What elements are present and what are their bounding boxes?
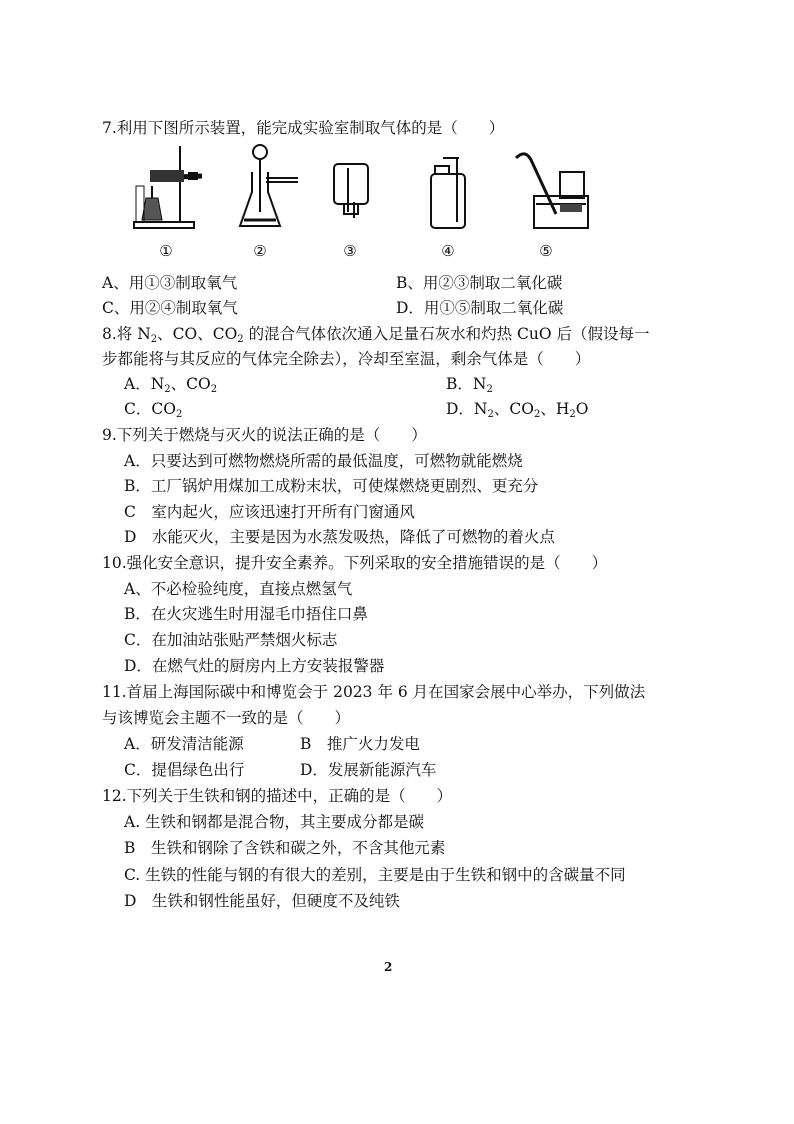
apparatus-2-flask-icon: [238, 142, 310, 237]
q12-option-b: B 生铁和钢除了含铁和碳之外，不含其他元素: [124, 839, 446, 857]
apparatus-label-2: ②: [253, 242, 267, 260]
q11-stem-continued: 与该博览会主题不一致的是（ ）: [102, 709, 351, 727]
q10-stem: 10.强化安全意识，提升安全素养。下列采取的安全措施错误的是（ ）: [102, 554, 608, 572]
apparatus-3-bottle-icon: [328, 142, 378, 237]
q10-option-b: B．在火灾逃生时用湿毛巾捂住口鼻: [124, 605, 368, 623]
q7-option-a: A、用①③制取氧气: [102, 274, 238, 292]
apparatus-label-3: ③: [343, 242, 357, 260]
apparatus-label-1: ①: [159, 242, 173, 260]
q7-option-d: D．用①⑤制取二氧化碳: [396, 299, 564, 317]
q9-option-b: B．工厂锅炉用煤加工成粉末状，可使煤燃烧更剧烈、更充分: [124, 477, 539, 495]
q8-option-c: C．$CO_2$: [124, 400, 183, 420]
q8-stem-continued: 步都能将与其反应的气体完全除去），冷却至室温，剩余气体是（ ）: [102, 350, 591, 368]
q8-option-d: D．$N_2$、$CO_2$、$H_2O$: [446, 400, 589, 420]
q11-stem: 11.首届上海国际碳中和博览会于 2023 年 6 月在国家会展中心举办，下列做法: [102, 683, 646, 701]
page-number: 2: [384, 960, 393, 974]
apparatus-1-heating-icon: [132, 142, 212, 232]
q11-option-c: C．提倡绿色出行: [124, 761, 245, 779]
q12-stem: 12.下列关于生铁和钢的描述中，正确的是（ ）: [102, 787, 453, 805]
q9-option-a: A．只要达到可燃物燃烧所需的最低温度，可燃物就能燃烧: [124, 452, 523, 470]
q8-option-b: B．$N_2$: [446, 375, 493, 395]
q7-option-c: C、用②④制取氧气: [102, 299, 238, 317]
q11-option-d: D．发展新能源汽车: [300, 761, 437, 779]
q8-stem: 8.将 $N_2$、CO、$CO_2$ 的混合气体依次通入足量石灰水和灼热 CuO 后（假设每一: [102, 325, 650, 345]
q12-option-a: A. 生铁和钢都是混合物，其主要成分都是碳: [124, 813, 425, 831]
q7-option-b: B、用②③制取二氧化碳: [396, 274, 563, 292]
q10-option-d: D．在燃气灶的厨房内上方安装报警器: [124, 657, 385, 675]
apparatus-label-5: ⑤: [539, 242, 553, 260]
q9-stem: 9.下列关于燃烧与灭火的说法正确的是（ ）: [102, 426, 427, 444]
q11-option-b: B 推广火力发电: [300, 735, 420, 753]
q7-stem: 7.利用下图所示装置，能完成实验室制取气体的是（ ）: [102, 119, 505, 137]
q8-option-a: A．$N_2$、$CO_2$: [124, 375, 218, 395]
q12-option-d: D 生铁和钢性能虽好，但硬度不及纯铁: [124, 892, 400, 910]
apparatus-5-trough-icon: [512, 142, 592, 237]
q11-option-a: A．研发清洁能源: [124, 735, 244, 753]
q7-apparatus-figure: [120, 142, 600, 267]
q10-option-c: C．在加油站张贴严禁烟火标志: [124, 631, 338, 649]
apparatus-4-bottle-icon: [425, 142, 475, 237]
apparatus-label-4: ④: [441, 242, 455, 260]
q9-option-c: C 室内起火，应该迅速打开所有门窗通风: [124, 503, 415, 521]
q10-option-a: A、不必检验纯度，直接点燃氢气: [124, 580, 353, 598]
q12-option-c: C. 生铁的性能与钢的有很大的差别，主要是由于生铁和钢中的含碳量不同: [124, 866, 626, 884]
q9-option-d: D 水能灭火，主要是因为水蒸发吸热，降低了可燃物的着火点: [124, 528, 555, 546]
